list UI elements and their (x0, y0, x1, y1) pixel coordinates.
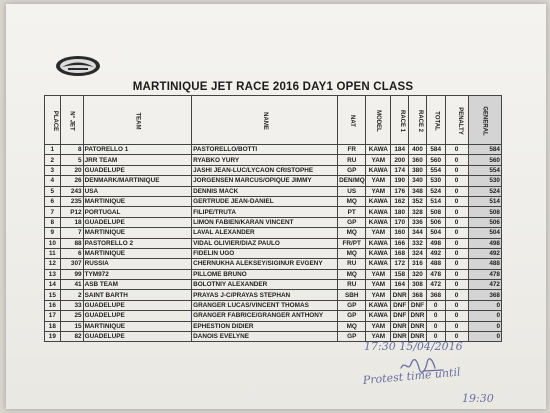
cell-race1: 174 (391, 165, 409, 175)
cell-team: GUADELUPE (83, 217, 192, 227)
cell-jet: 33 (60, 300, 83, 310)
cell-race2: 320 (409, 269, 427, 279)
cell-jet: 5 (60, 155, 83, 165)
column-header-team: TEAM (83, 96, 192, 145)
table-row (45, 217, 502, 227)
cell-name: JORGENSEN MARCUS/OPIQUE JIMMY (192, 176, 338, 186)
cell-penalty: 0 (445, 311, 468, 321)
table-row (45, 186, 502, 196)
cell-model: KAWA (366, 165, 391, 175)
cell-race1: DNF (391, 300, 409, 310)
cell-team: USA (83, 186, 192, 196)
cell-model: KAWA (366, 196, 391, 206)
cell-jet: 2 (60, 290, 83, 300)
cell-nat: GP (338, 311, 366, 321)
cell-place: 1 (45, 145, 61, 155)
event-logo-icon (54, 54, 102, 78)
cell-general: 584 (468, 145, 501, 155)
cell-penalty: 0 (445, 217, 468, 227)
cell-nat: MQ (338, 321, 366, 331)
cell-jet: 243 (60, 186, 83, 196)
cell-jet: 15 (60, 321, 83, 331)
cell-race1: 158 (391, 269, 409, 279)
cell-place: 6 (45, 196, 61, 206)
cell-penalty: 0 (445, 321, 468, 331)
cell-model: YAM (366, 269, 391, 279)
cell-model: YAM (366, 155, 391, 165)
results-sheet (6, 4, 546, 409)
cell-nat: GP (338, 217, 366, 227)
table-row (45, 259, 502, 269)
cell-race1: 180 (391, 207, 409, 217)
cell-model: YAM (366, 176, 391, 186)
cell-nat: US (338, 186, 366, 196)
cell-race2: 368 (409, 290, 427, 300)
table-row (45, 228, 502, 238)
cell-penalty: 0 (445, 259, 468, 269)
cell-penalty: 0 (445, 145, 468, 155)
document-title: MARTINIQUE JET RACE 2016 DAY1 OPEN CLASS (132, 81, 414, 93)
cell-jet: 6 (60, 248, 83, 258)
cell-jet: 8 (60, 145, 83, 155)
cell-total: 0 (426, 332, 445, 342)
cell-team: MARTINIQUE (83, 248, 192, 258)
cell-general: 508 (468, 207, 501, 217)
cell-race2: 360 (409, 155, 427, 165)
cell-race1: 200 (391, 155, 409, 165)
table-row (45, 300, 502, 310)
table-row (45, 176, 502, 186)
cell-nat: DEN/MQ (339, 177, 365, 185)
cell-nat: MQ (338, 196, 366, 206)
cell-penalty: 0 (445, 228, 468, 238)
cell-total: 0 (426, 300, 445, 310)
handwritten-protest-note: Protest time until (362, 365, 461, 387)
cell-name: FILIPE/TRUTA (192, 207, 338, 217)
header-row (45, 96, 502, 145)
cell-jet: 235 (60, 196, 83, 206)
cell-race1: DNR (392, 333, 407, 341)
cell-name: DANOIS EVELYNE (192, 332, 338, 342)
cell-team: PASTORELLO 2 (83, 238, 192, 248)
cell-nat: MQ (338, 228, 366, 238)
cell-total: 504 (426, 228, 445, 238)
handwritten-protest-time: 19:30 (462, 392, 494, 405)
column-header-place: PLACE (45, 96, 61, 145)
cell-race1: 176 (391, 186, 409, 196)
cell-general: 0 (468, 332, 501, 342)
cell-race2: 324 (409, 248, 427, 258)
cell-general: 0 (468, 321, 501, 331)
cell-place: 14 (45, 280, 61, 290)
cell-model: KAWA (366, 248, 391, 258)
table-row (45, 311, 502, 321)
cell-team: TYM972 (83, 269, 192, 279)
cell-place: 11 (45, 248, 61, 258)
cell-name: LAVAL ALEXANDER (192, 228, 338, 238)
cell-penalty: 0 (445, 196, 468, 206)
cell-penalty: 0 (445, 176, 468, 186)
cell-penalty: 0 (445, 155, 468, 165)
cell-race2: 316 (409, 259, 427, 269)
cell-race1: 184 (391, 145, 409, 155)
cell-model: YAM (366, 228, 391, 238)
cell-penalty: 0 (445, 290, 468, 300)
cell-team: ASB TEAM (83, 280, 192, 290)
cell-jet: 41 (60, 280, 83, 290)
cell-name: PASTORELLO/BOTTI (192, 145, 338, 155)
cell-race2: 352 (409, 196, 427, 206)
cell-total: 584 (426, 145, 445, 155)
cell-general: 0 (468, 300, 501, 310)
cell-place: 17 (45, 311, 61, 321)
cell-general: 498 (468, 238, 501, 248)
cell-penalty: 0 (445, 238, 468, 248)
cell-jet: 20 (60, 165, 83, 175)
cell-race1: DNR (392, 291, 407, 299)
cell-name: CHERNUKHA ALEKSEY/SIGINUR EVGENY (192, 259, 338, 269)
cell-general: 504 (468, 228, 501, 238)
cell-race1: 170 (391, 217, 409, 227)
cell-jet: P12 (60, 207, 83, 217)
cell-penalty: 0 (445, 300, 468, 310)
cell-model: YAM (366, 186, 391, 196)
cell-total: 368 (426, 290, 445, 300)
cell-race1: DNR (392, 322, 407, 330)
cell-place: 13 (45, 269, 61, 279)
cell-place: 7 (45, 207, 61, 217)
cell-race2: 400 (409, 145, 427, 155)
column-header-race1: RACE 1 (391, 96, 409, 145)
cell-jet: 307 (60, 259, 83, 269)
cell-total: 514 (426, 196, 445, 206)
cell-place: 19 (45, 332, 61, 342)
table-row (45, 155, 502, 165)
cell-race2: DNR (410, 333, 425, 341)
cell-total: 554 (426, 165, 445, 175)
cell-nat: RU (338, 259, 366, 269)
cell-place: 10 (45, 238, 61, 248)
cell-total: 478 (426, 269, 445, 279)
cell-team: MARTINIQUE (83, 228, 192, 238)
results-body (45, 145, 502, 342)
column-header-total: TOTAL (426, 96, 445, 145)
table-row (45, 248, 502, 258)
cell-general: 514 (468, 196, 501, 206)
cell-nat: MQ (338, 269, 366, 279)
cell-model: KAWA (366, 259, 391, 269)
table-row (45, 321, 502, 331)
column-header-jet: N° JET (60, 96, 83, 145)
cell-name: DENNIS MACK (192, 186, 338, 196)
results-table (44, 95, 502, 342)
cell-team: PORTUGAL (83, 207, 192, 217)
column-header-penalty: PENALTY (445, 96, 468, 145)
cell-penalty: 0 (445, 280, 468, 290)
cell-general: 368 (468, 290, 501, 300)
cell-race2: DNR (410, 322, 425, 330)
cell-name: EPHESTION DIDIER (192, 321, 338, 331)
cell-name: PILLOME BRUNO (192, 269, 338, 279)
cell-jet: 99 (60, 269, 83, 279)
cell-race2: 344 (409, 228, 427, 238)
cell-place: 12 (45, 259, 61, 269)
cell-total: 530 (426, 176, 445, 186)
cell-team: PATORELLO 1 (83, 145, 192, 155)
cell-team: GUADELUPE (83, 311, 192, 321)
cell-name: GERTRUDE JEAN-DANIEL (192, 196, 338, 206)
cell-total: 472 (426, 280, 445, 290)
cell-general: 488 (468, 259, 501, 269)
cell-model: KAWA (366, 238, 391, 248)
cell-place: 3 (45, 165, 61, 175)
cell-penalty: 0 (445, 165, 468, 175)
cell-nat: PT (338, 207, 366, 217)
cell-team: GUADELUPE (83, 332, 192, 342)
cell-model: YAM (366, 321, 391, 331)
cell-penalty: 0 (445, 248, 468, 258)
column-header-general: GENERAL (468, 96, 501, 145)
cell-model: YAM (366, 290, 391, 300)
cell-model: KAWA (366, 311, 391, 321)
cell-nat: MQ (338, 248, 366, 258)
cell-name: BOLOTNIY ALEXANDER (192, 280, 338, 290)
table-row (45, 196, 502, 206)
cell-total: 508 (426, 207, 445, 217)
cell-nat: GP (338, 300, 366, 310)
cell-model: KAWA (366, 217, 391, 227)
cell-model: KAWA (366, 145, 391, 155)
column-header-race2: RACE 2 (409, 96, 427, 145)
cell-team: RUSSIA (83, 259, 192, 269)
cell-place: 16 (45, 300, 61, 310)
cell-jet: 82 (60, 332, 83, 342)
cell-race1: 168 (391, 248, 409, 258)
cell-general: 530 (468, 176, 501, 186)
table-row (45, 145, 502, 155)
cell-general: 0 (468, 311, 501, 321)
cell-race1: 166 (391, 238, 409, 248)
cell-nat: SBH (338, 290, 366, 300)
cell-name: LIMON FABIEN/KARAN VINCENT (192, 217, 338, 227)
cell-total: 506 (426, 217, 445, 227)
cell-place: 9 (45, 228, 61, 238)
cell-general: 492 (468, 248, 501, 258)
cell-jet: 18 (60, 217, 83, 227)
cell-penalty: 0 (445, 332, 468, 342)
cell-race1: 172 (391, 259, 409, 269)
cell-race2: 348 (409, 186, 427, 196)
cell-total: 0 (426, 311, 445, 321)
table-row (45, 290, 502, 300)
column-header-model: MODEL (366, 96, 391, 145)
cell-race2: 328 (409, 207, 427, 217)
cell-total: 0 (426, 321, 445, 331)
cell-race1: 190 (391, 176, 409, 186)
cell-general: 472 (468, 280, 501, 290)
cell-race1: 164 (391, 280, 409, 290)
cell-race2: 340 (409, 176, 427, 186)
table-row (45, 207, 502, 217)
cell-name: PRAYAS J-C/PRAYAS STEPHAN (192, 290, 338, 300)
cell-general: 524 (468, 186, 501, 196)
cell-total: 524 (426, 186, 445, 196)
cell-race2: 308 (409, 280, 427, 290)
cell-race1: 160 (391, 228, 409, 238)
cell-race2: 336 (409, 217, 427, 227)
cell-penalty: 0 (445, 207, 468, 217)
cell-race1: 162 (391, 196, 409, 206)
cell-race2: DNF (409, 300, 427, 310)
cell-total: 498 (426, 238, 445, 248)
cell-general: 478 (468, 269, 501, 279)
cell-team: GUADELUPE (83, 165, 192, 175)
cell-race2: 380 (409, 165, 427, 175)
cell-nat: RU (338, 280, 366, 290)
table-row (45, 269, 502, 279)
cell-nat: FR/PT (338, 238, 366, 248)
cell-team: MARTINIQUE (83, 321, 192, 331)
table-row (45, 238, 502, 248)
cell-name: JASHI JEAN-LUC/LYCAON CRISTOPHE (192, 165, 338, 175)
cell-place: 5 (45, 186, 61, 196)
cell-place: 8 (45, 217, 61, 227)
cell-total: 488 (426, 259, 445, 269)
cell-team: DENMARK/MARTINIQUE (83, 176, 192, 186)
cell-model: YAM (366, 280, 391, 290)
cell-name: GRANGER LUCAS/VINCENT THOMAS (192, 300, 338, 310)
cell-model: KAWA (366, 300, 391, 310)
cell-penalty: 0 (445, 186, 468, 196)
cell-team: GUADELUPE (83, 300, 192, 310)
cell-race2: DNR (410, 312, 425, 320)
cell-place: 2 (45, 155, 61, 165)
cell-general: 554 (468, 165, 501, 175)
cell-general: 506 (468, 217, 501, 227)
table-row (45, 165, 502, 175)
cell-jet: 25 (60, 311, 83, 321)
cell-nat: GP (338, 332, 366, 342)
cell-total: 560 (426, 155, 445, 165)
column-header-name: NAME (192, 96, 338, 145)
column-header-nat: NAT (338, 96, 366, 145)
cell-penalty: 0 (445, 269, 468, 279)
cell-place: 15 (45, 290, 61, 300)
cell-jet: 26 (60, 176, 83, 186)
cell-jet: 88 (60, 238, 83, 248)
handwritten-timestamp: 17:30 15/04/2016 (364, 340, 463, 353)
cell-name: GRANGER FABRICE/GRANGER ANTHONY (192, 311, 338, 321)
cell-place: 4 (45, 176, 61, 186)
cell-name: FIDELIN UGO (192, 248, 338, 258)
cell-jet: 7 (60, 228, 83, 238)
cell-team: JRR TEAM (83, 155, 192, 165)
cell-name: VIDAL OLIVIER/DIAZ PAULO (192, 238, 338, 248)
cell-place: 18 (45, 321, 61, 331)
cell-general: 560 (468, 155, 501, 165)
cell-race1: DNF (391, 311, 409, 321)
cell-model: KAWA (366, 207, 391, 217)
cell-team: SAINT BARTH (83, 290, 192, 300)
cell-name: RYABKO YURY (192, 155, 338, 165)
cell-team: MARTINIQUE (83, 196, 192, 206)
cell-race2: 332 (409, 238, 427, 248)
cell-nat: RU (338, 155, 366, 165)
table-row (45, 280, 502, 290)
cell-model: YAM (366, 332, 391, 342)
cell-nat: GP (338, 165, 366, 175)
cell-total: 492 (426, 248, 445, 258)
cell-nat: FR (338, 145, 366, 155)
